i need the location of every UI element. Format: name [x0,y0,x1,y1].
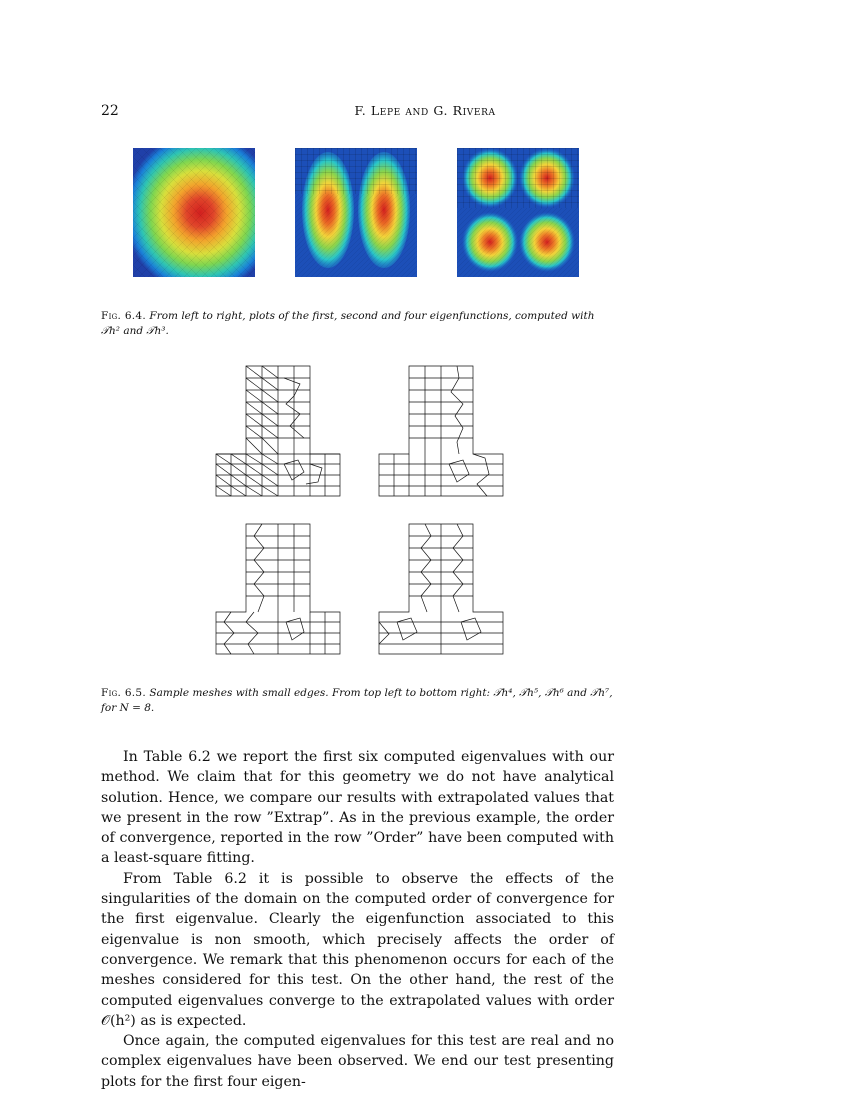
eigenfunction-plot-fourth [457,148,579,277]
paragraph: In Table 6.2 we report the first six computed eigenvalues with our method. We claim that for this geometry we do not have analytical solution. Hence, we compare our results with extrapolated values that we present in the row ”Extrap”. As in the previous example, the order of convergence, reported in the row ”Order” have been computed with a least-square fitting. [101,749,614,867]
figure-6-5-label: Fig. 6.5. [101,687,147,699]
eigenfunction-plot-second [295,148,417,277]
figure-6-4-label: Fig. 6.4. [101,310,147,322]
mesh-t6 [214,522,344,656]
body-text [101,747,614,1092]
paragraph: From Table 6.2 it is possible to observe the effects of the singularities of the domain on the computed order of convergence for the first eigenvalue. Clearly the eigenfunction associated to this eigenvalue is non smooth, which precisely affects the order of convergence. We remark that this phenomenon occurs for each of the meshes considered for this test. On the other hand, the rest of the computed eigenvalues converge to the extrapolated values with order 𝒪(h²) as is expected. [101,870,614,1029]
figure-6-5-caption-text: Sample meshes with small edges. From top left to bottom right: 𝒯h⁴, 𝒯h⁵, 𝒯h⁶ and 𝒯h⁷, for N = 8. [101,687,613,714]
running-head: F. Lepe and G. Rivera [354,103,496,118]
paragraph: Once again, the computed eigenvalues for this test are real and no complex eigenvalues have been observed. We end our test presenting plots for the first four eigen- [101,1033,614,1090]
figure-6-5-caption [101,686,614,715]
page-number: 22 [101,103,119,119]
mesh-t4 [214,364,344,498]
mesh-t7 [377,522,507,656]
figure-6-4-caption-text: From left to right, plots of the first, second and four eigenfunctions, computed with 𝒯h² and 𝒯h³. [101,310,595,337]
eigenfunction-plot-first [133,148,255,277]
figure-6-4-caption [101,309,614,338]
mesh-t5 [377,364,507,498]
